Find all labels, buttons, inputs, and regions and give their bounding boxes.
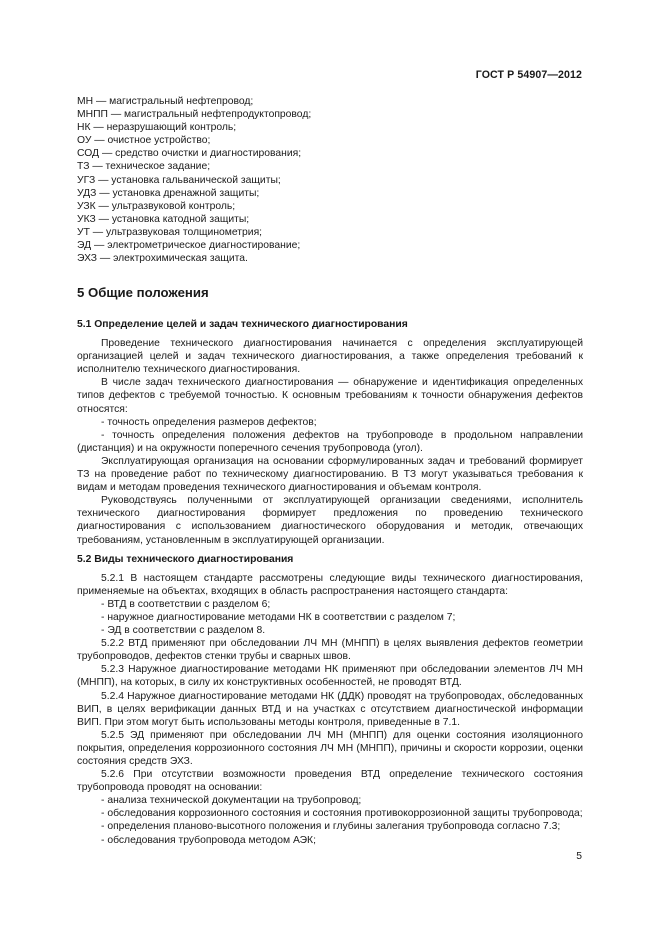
list-item: - обследования трубопровода методом АЭК;	[101, 834, 316, 846]
paragraph-5-2-4: 5.2.4 Наружное диагностирование методами НК (ДДК) проводят на трубопроводах, обследованных ВИП, в целях верификации данных ВТД и на участках с отсутствием диагностической информации ВИП. При этом могут быть использованы методы контроля, приведенные в 7.1.	[77, 690, 583, 728]
subsection-5-1-title: 5.1 Определение целей и задач технического диагностирования	[77, 319, 408, 330]
paragraph-5-2-3: 5.2.3 Наружное диагностирование методами НК применяют при обследовании элементов ЛЧ МН (МНПП), на которых, в силу их конструктивных особенностей, не проводят ВТД.	[77, 664, 583, 689]
abbreviation-item: ЭД — электрометрическое диагностирование;	[77, 240, 301, 252]
section-5-title: 5 Общие положения	[77, 285, 209, 300]
list-item: - обследования коррозионного состояния и состояния противокоррозионной защиты трубопровода;	[101, 808, 583, 820]
abbreviation-item: УЗК — ультразвуковой контроль;	[77, 200, 236, 212]
abbreviation-list	[77, 95, 497, 265]
paragraph: В числе задач технического диагностирования — обнаружение и идентификация определенных типов дефектов с требуемой точностью. К основным требованиям к точности обнаружения дефектов относятся:	[77, 377, 583, 415]
abbreviation-item: ЭХЗ — электрохимическая защита.	[77, 253, 248, 265]
list-item: - наружное диагностирование методами НК в соответствии с разделом 7;	[101, 611, 456, 623]
paragraph: Эксплуатирующая организация на основании сформулированных задач и требований формирует ТЗ на проведение работ по техническому диагностированию. В ТЗ могут указываться требования к видам и методам проведения технического диагностирования и объемам контроля.	[77, 455, 583, 494]
paragraph-5-2-2: 5.2.2 ВТД применяют при обследовании ЛЧ МН (МНПП) в целях выявления дефектов геометрии трубопроводов, дефектов стенки трубы и сварных швов.	[77, 638, 583, 663]
paragraph-5-2-1: 5.2.1 В настоящем стандарте рассмотрены следующие виды технического диагностирования, применяемые на объектах, входящих в область распространения настоящего стандарта:	[77, 572, 583, 597]
abbreviation-item: ТЗ — техническое задание;	[77, 161, 211, 173]
abbreviation-item: УГЗ — установка гальванической защиты;	[77, 174, 281, 186]
page-number: 5	[576, 851, 582, 862]
abbreviation-item: СОД — средство очистки и диагностирования;	[77, 148, 302, 160]
paragraph: Проведение технического диагностирования начинается с определения эксплуатирующей организацией целей и задач технического диагностирования, а также определения требований к исполнителю технического диагностирования.	[77, 338, 583, 376]
abbreviation-item: УКЗ — установка катодной защиты;	[77, 213, 250, 225]
paragraph: Руководствуясь полученными от эксплуатирующей организации сведениями, исполнитель технического диагностирования формирует предложения по проведению технического диагностирования с использованием диагностического оборудования и методик, отвечающих требованиям, установленным в эксплуатирующей организации.	[77, 495, 583, 546]
abbreviation-item: МНПП — магистральный нефтепродуктопровод;	[77, 109, 312, 121]
section-5-content	[77, 318, 583, 847]
list-item: - ЭД в соответствии с разделом 8.	[101, 625, 266, 637]
document-header: ГОСТ Р 54907—2012	[475, 69, 582, 81]
list-item: - анализа технической документации на трубопровод;	[101, 795, 362, 807]
list-item: - точность определения размеров дефектов;	[101, 416, 317, 428]
abbreviation-item: УТ — ультразвуковая толщинометрия;	[77, 226, 263, 238]
list-item: - точность определения положения дефектов на трубопроводе в продольном направлении (дистанция) и на окружности поперечного сечения трубопровода (угол).	[77, 429, 583, 454]
abbreviation-item: ОУ — очистное устройство;	[77, 135, 211, 147]
paragraph-5-2-6: 5.2.6 При отсутствии возможности проведения ВТД определение технического состояния трубопровода проводят на основании:	[77, 769, 583, 794]
list-item: - ВТД в соответствии с разделом 6;	[101, 598, 271, 610]
abbreviation-item: НК — неразрушающий контроль;	[77, 122, 237, 134]
paragraph-5-2-5: 5.2.5 ЭД применяют при обследовании ЛЧ МН (МНПП) для оценки состояния изоляционного покрытия, определения коррозионного состояния ЛЧ МН (МНПП), причины и скорости коррозии, оценки состояния средств ЭХЗ.	[77, 729, 583, 767]
abbreviation-item: УДЗ — установка дренажной защиты;	[77, 187, 260, 199]
list-item: - определения планово-высотного положения и глубины залегания трубопровода согласно 7.3;	[101, 821, 561, 833]
abbreviation-item: МН — магистральный нефтепровод;	[77, 96, 254, 107]
subsection-5-2-title: 5.2 Виды технического диагностирования	[77, 553, 294, 565]
